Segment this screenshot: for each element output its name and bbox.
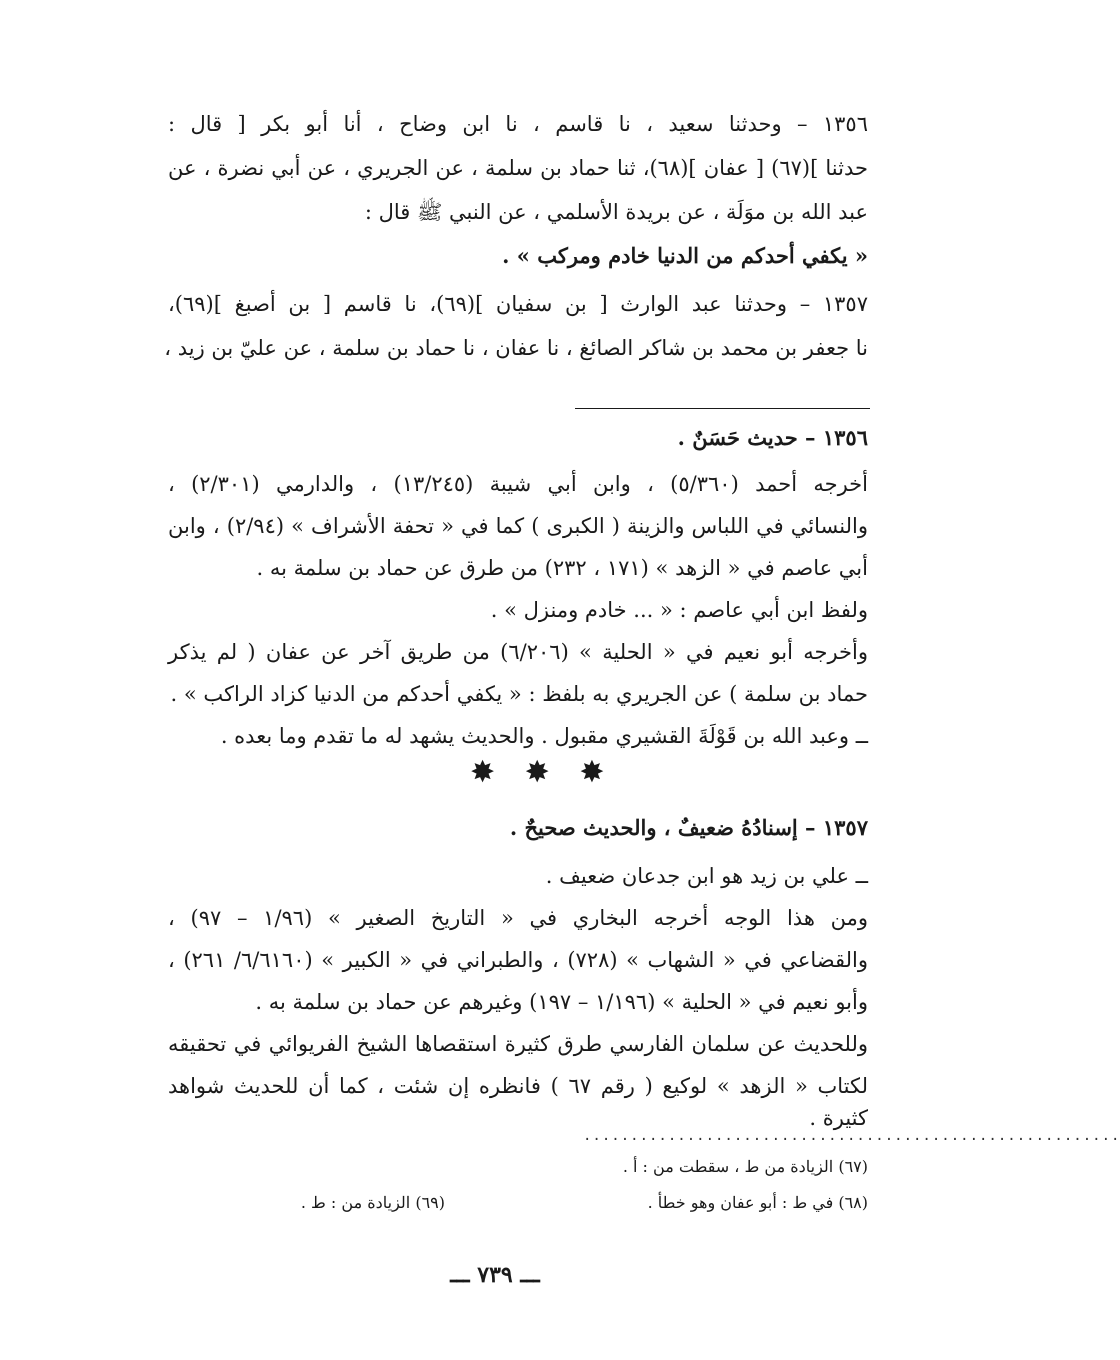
footnote-67: (٦٧) الزيادة من ط ، سقطت من : أ . xyxy=(622,1157,868,1176)
commentary-1357-line: لكتاب « الزهد » لوكيع ( رقم ٦٧ ) فانظره إن شئت ، كما أن للحديث شواهد xyxy=(168,1074,868,1098)
page-number: ـــ ٧٣٩ ـــ xyxy=(450,1262,540,1288)
commentary-1357-line: وأبو نعيم في « الحلية » (١/١٩٦ – ١٩٧) وغيرهم عن حماد بن سلمة به . xyxy=(255,990,868,1014)
commentary-1356-line: ــ وعبد الله بن قَوْلَةَ القشيري مقبول . والحديث يشهد له ما تقدم وما بعده . xyxy=(220,724,868,748)
footnote-68: (٦٨) في ط : أبو عفان وهو خطأ . xyxy=(647,1193,868,1212)
commentary-1356-line: أخرجه أحمد (٥/٣٦٠) ، وابن أبي شيبة (١٣/٢٤٥) ، والدارمي (٢/٣٠١) ، xyxy=(168,472,868,496)
hadith-1356-matn: « يكفي أحدكم من الدنيا خادم ومركب » . xyxy=(502,243,868,268)
commentary-1357-line: ــ علي بن زيد هو ابن جدعان ضعيف . xyxy=(545,864,868,888)
hadith-1356-line-1: ١٣٥٦ – وحدثنا سعيد ، نا قاسم ، نا ابن وضاح ، أنا أبو بكر [ قال : xyxy=(168,112,868,136)
commentary-1356-line: حماد بن سلمة ) عن الجريري به بلفظ : « يكفي أحدكم من الدنيا كزاد الراكب » . xyxy=(170,682,868,706)
commentary-1356-line: وأخرجه أبو نعيم في « الحلية » (٦/٢٠٦) من طريق آخر عن عفان ( لم يذكر xyxy=(168,640,868,664)
hadith-1356-line-3: عبد الله بن موَلَة ، عن بريدة الأسلمي ، عن النبي ﷺ قال : xyxy=(364,200,868,224)
commentary-1357-line: وللحديث عن سلمان الفارسي طرق كثيرة استقصاها الشيخ الفريوائي في تحقيقه xyxy=(168,1032,868,1056)
commentary-1356-line: ولفظ ابن أبي عاصم : « ... خادم ومنزل » . xyxy=(490,598,868,622)
commentary-1357-heading: ١٣٥٧ – إسنادُهُ ضعيفٌ ، والحديث صحيحٌ . xyxy=(509,815,868,840)
footnote-69: (٦٩) الزيادة من : ط . xyxy=(300,1193,445,1212)
commentary-1356-line: والنسائي في اللباس والزينة ( الكبرى ) كما في « تحفة الأشراف » (٢/٩٤) ، وابن xyxy=(168,514,868,538)
commentary-1357-line: كثيرة . xyxy=(809,1106,868,1130)
commentary-1357-line: ومن هذا الوجه أخرجه البخاري في « التاريخ الصغير » (١/٩٦ – ٩٧) ، xyxy=(168,906,868,930)
commentary-separator xyxy=(575,408,870,409)
hadith-1356-line-2: حدثنا ](٦٧) [ عفان ](٦٨)، ثنا حماد بن سلمة ، عن الجريري ، عن أبي نضرة ، عن xyxy=(168,156,868,180)
hadith-1357-line-2: نا جعفر بن محمد بن شاكر الصائغ ، نا عفان ، نا حماد بن سلمة ، عن عليّ بن زيد ، xyxy=(164,336,868,360)
commentary-1357-line: والقضاعي في « الشهاب » (٧٢٨) ، والطبراني في « الكبير » (٦/٦١٦٠/ ٢٦١) ، xyxy=(168,948,868,972)
section-divider-stars: ✸ ✸ ✸ xyxy=(470,755,615,790)
hadith-1357-line-1: ١٣٥٧ – وحدثنا عبد الوارث [ بن سفيان ](٦٩)، نا قاسم [ بن أصبغ ](٦٩)، xyxy=(168,292,868,316)
footnote-separator: ......................................................... xyxy=(583,1128,1120,1144)
commentary-1356-heading: ١٣٥٦ – حديث حَسَنٌ . xyxy=(677,425,868,450)
commentary-1356-line: أبي عاصم في « الزهد » (١٧١ ، ٢٣٢) من طرق عن حماد بن سلمة به . xyxy=(256,556,868,580)
